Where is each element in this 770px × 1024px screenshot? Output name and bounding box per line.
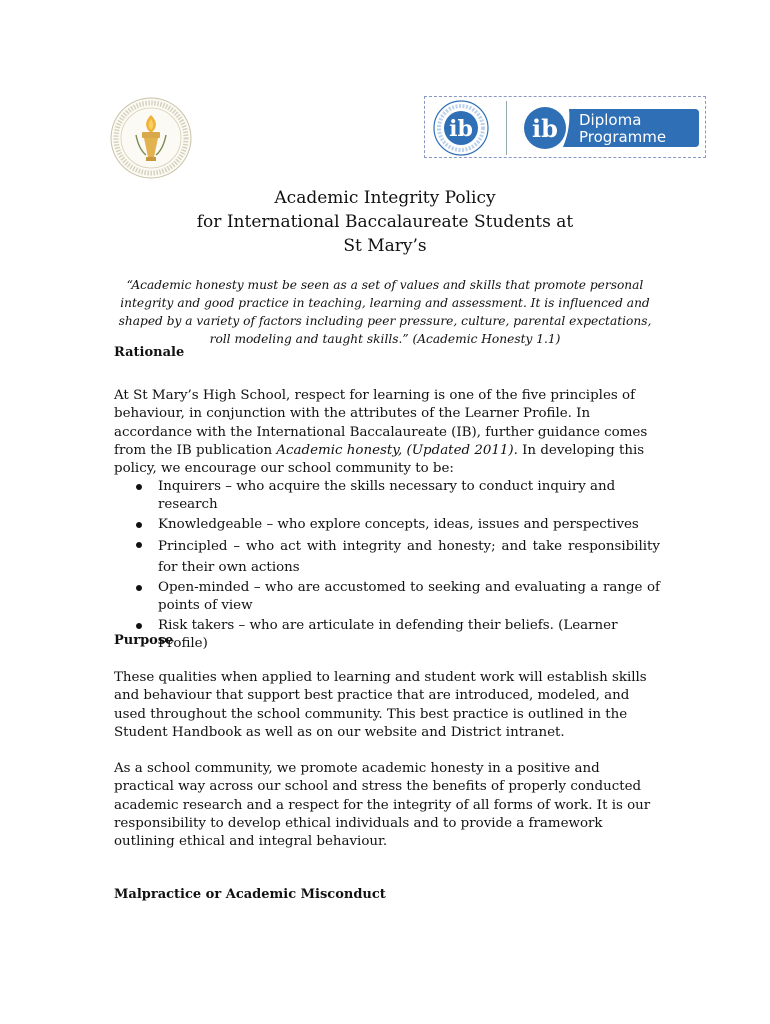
ib-round-logo: [429, 99, 493, 157]
bullet-icon: [136, 542, 142, 548]
ib-diploma-programme-logo: [523, 101, 701, 155]
rationale-paragraph: [114, 387, 660, 478]
programme-text: Programme: [579, 128, 667, 146]
publication-title: Academic honesty, (Updated 2011).: [276, 442, 518, 458]
title-line-1: Academic Integrity Policy: [274, 188, 496, 208]
title-line-3: St Mary’s: [343, 236, 427, 256]
purpose-paragraph-1: These qualities when applied to learning and student work will establish skills and behaviour that support best practice that are introduced, modeled, and used throughout the school community. This best practice is outlined in the Student Handbook as well as on our website and District intranet.: [114, 670, 647, 740]
rationale-text-2: In developing this policy, we encourage our school community to be:: [114, 442, 645, 477]
bullet-icon: [136, 585, 142, 591]
list-item: Inquirers – who acquire the skills necessary to conduct inquiry and research: [114, 478, 660, 515]
school-seal-logo: [108, 95, 194, 181]
learner-profile-list: [114, 478, 660, 655]
bullet-icon: [136, 484, 142, 490]
rationale-heading: Rationale: [114, 345, 185, 360]
purpose-heading: Purpose: [114, 633, 174, 648]
bullet-icon: [136, 623, 142, 629]
ib-letters-dp: ib: [532, 114, 558, 143]
diploma-text: Diploma: [579, 111, 642, 129]
document-title: [0, 186, 770, 258]
ib-letters-round: ib: [449, 116, 473, 142]
list-item: Open-minded – who are accustomed to seeking and evaluating a range of points of view: [114, 579, 660, 616]
purpose-paragraph-2: As a school community, we promote academic honesty in a positive and practical way across our school and stress the benefits of properly conducted academic research and a respect for the integrity of all forms of work. It is our responsibility to develop ethical individuals and to provide a framework outlining ethical and integral behaviour.: [114, 761, 651, 850]
list-item: Knowledgeable – who explore concepts, ideas, issues and perspectives: [114, 516, 660, 534]
title-line-2: for International Baccalaureate Students at: [196, 212, 574, 232]
list-item: Principled – who act with integrity and honesty; and take responsibility for their own actions: [114, 536, 660, 578]
list-item: Risk takers – who are articulate in defending their beliefs. (Learner Profile): [114, 617, 660, 654]
opening-quote: “Academic honesty must be seen as a set of values and skills that promote personal integrity and good practice in teaching, learning and assessment. It is influenced and shaped by a variety of factors including peer pressure, culture, parental expectations, roll modeling and taught skills.” (Academic Honesty 1.1): [118, 278, 652, 346]
bullet-icon: [136, 522, 142, 528]
ib-logo-panel: [424, 96, 706, 158]
malpractice-heading: Malpractice or Academic Misconduct: [114, 887, 386, 902]
rationale-text-1: At St Mary’s High School, respect for learning is one of the five principles of behaviour, in conjunction with the attributes of the Learner Profile. In accordance with the International Baccalaureate (IB), further guidance comes from the IB publication: [114, 388, 648, 458]
logo-divider: [506, 101, 507, 155]
